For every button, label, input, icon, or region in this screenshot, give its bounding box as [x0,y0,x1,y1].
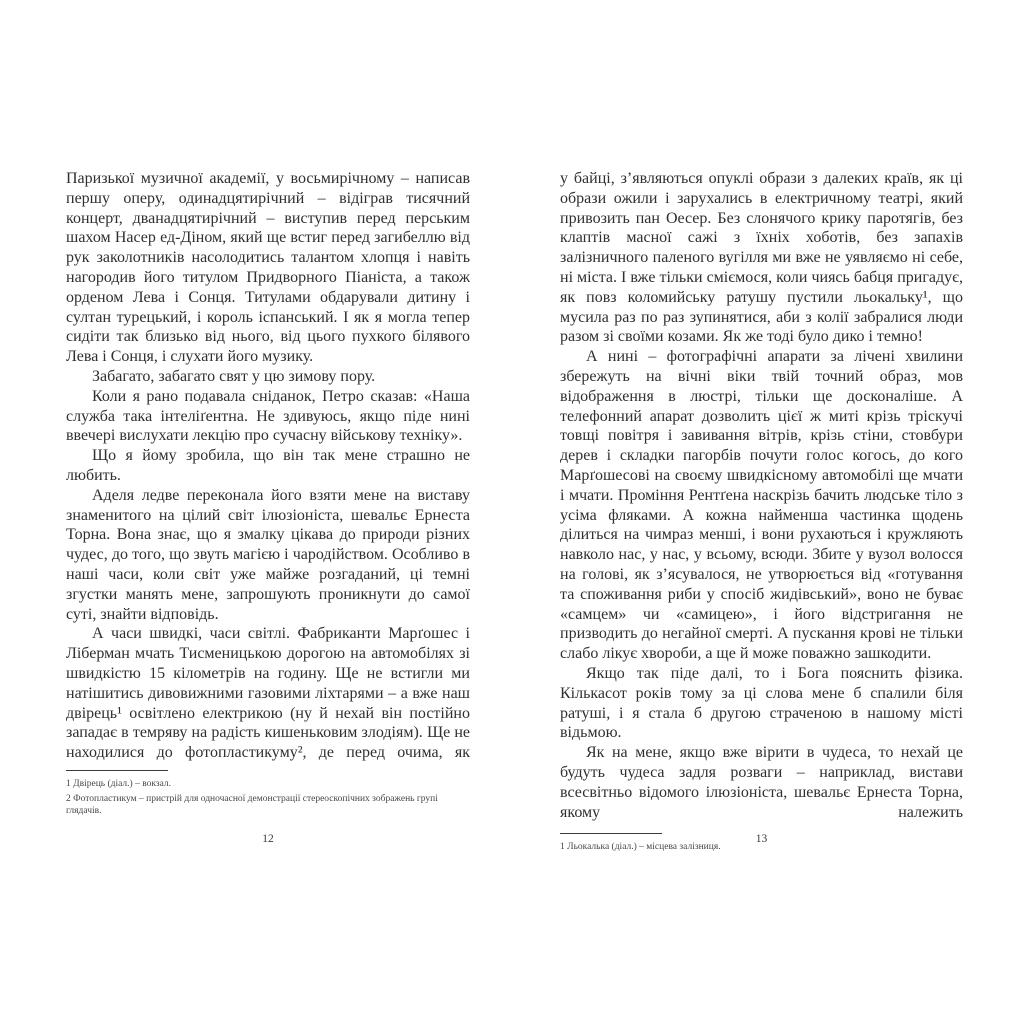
footnotes-page-12 [66,770,470,818]
page-13 [560,169,963,856]
paragraph: Аделя ледве переконала його взяти мене на виставу знаменитого на цілий світ ілюзіоніста, шевальє Ернеста Торна. Вона знає, що я змалку цікава до природи різних чудес, до того, що звуть магією і чародійством. Особливо в наші часи, коли світ уже майже розгаданий, ці темні згустки манять мене, запрошують проникнути до самої суті, знайти відповідь. [66,486,470,623]
page-12 [66,169,470,845]
footnote: 1 Льокалька (діал.) – місцева залізниця. [560,842,721,853]
paragraph: Паризької музичної академії, у восьмирічному – написав першу оперу, одинадцятирічний – відіграв тисячний концерт, дванадцятирічний – виступив перед перським шахом Насер ед-Діном, який ще встиг перед загибеллю від рук заколотників насолодитись талантом хлопця і навіть нагородив його титулом Придворного Піаніста, а також орденом Лева і Сонця. Титулами обдарували дитину і султан турецький, і король іспанський. І як я могла тепер сидіти так близько від нього, від цього пухкого білявого Лева і Сонця, і слухати його музику. [66,170,470,366]
page-13-text-block [560,169,963,822]
paragraph: А часи швидкі, часи світлі. Фабриканти Марґошес і Ліберман мчать Тисменицькою дорогою на автомобілях зі швидкістю 15 кілометрів на годину. Ще не встигли ми натішитись дивовижними газовими ліхтарями – а вже наш двірець¹ освітлено електрикою (ну й нехай він постійно западає в темряву на радість кишеньковим злодіям). Ще не находилися до фотопластикуму², де перед очима, як [66,625,470,762]
paragraph: Забагато, забагато свят у цю зимову пору. [92,367,376,385]
paragraph: Якщо так піде далі, то і Бога пояснить фізика. Кількасот років тому за ці слова мене б спалили біля ратуші, і я стала б другою страченою в нашому місті відьмою. [560,664,963,742]
paragraph: А нині – фотографічні апарати за лічені хвилини збережуть на вічні віки твій точний образ, мов відображення в люстрі, тільки ще досконаліше. А телефонний апарат дозволить цієї ж миті крізь тріскучі товщі повітря і завивання вітрів, крізь стіни, стовбури дерев і складки пагорбів почути голос когось, до кого Марґошесові на своєму швидкісному автомобілі ще мчати і мчати. Проміння Рентґена наскрізь бачить людське тіло з усіма фляками. А кожна найменша частинка щодень ділиться на чимраз менші, і вони рухаються і кружляють навколо нас, у нас, у всьому, всюди. Збите у вузол волосся на голові, як з’ясувалося, не утворюється від «готування та споживання риби у спосіб жидівський», воно не буває «самцем» чи «самицею», і його відстригання не призводить до негайної смерті. А пускання крові не тільки слабо лікує хвороби, а ще й може поважно зашкодити. [560,348,963,663]
page-number: 13 [755,833,768,845]
page-12-text-block [66,169,470,763]
paragraph: Що я йому зробила, що він так мене страшно не любить. [66,447,470,484]
footnote: 1 Двірець (діал.) – вокзал. [66,778,172,789]
paragraph: Як на мене, якщо вже вірити в чудеса, то нехай це будуть чудеса задля розваги – наприклад, вистави всесвітньо відомого ілюзіоніста, шевальє Ернеста Торна, якому належить [560,744,963,821]
footnote-rule [66,770,168,771]
page-number: 12 [262,833,274,845]
paragraph: Коли я рано подавала сніданок, Петро сказав: «Наша служба така інтеліґентна. Не здивуюсь, якщо піде нині ввечері вислухати лекцію про сучасну військову техніку». [66,387,470,445]
paragraph: у байці, з’являються опуклі образи з далеких країв, як ці образи ожили і зарухались в електричному театрі, який привозить пан Оесер. Без слонячого крику паротягів, без клаптів масної сажі з їхніх хоботів, без запахів залізничного паленого вугілля ми вже не уявляємо ні себе, ні міста. І вже тільки сміємося, коли чиясь бабця пригадує, як повз коломийську ратушу пустили льокальку¹, що мусила раз по раз зупинятися, аби з колії забралися люди разом зі своїми козами. Як же тоді було дико і темно! [560,170,963,346]
footnote: 2 Фотопластикум – пристрій для одночасної демонстрації стереоскопічних зображень групі глядачів. [66,793,438,817]
